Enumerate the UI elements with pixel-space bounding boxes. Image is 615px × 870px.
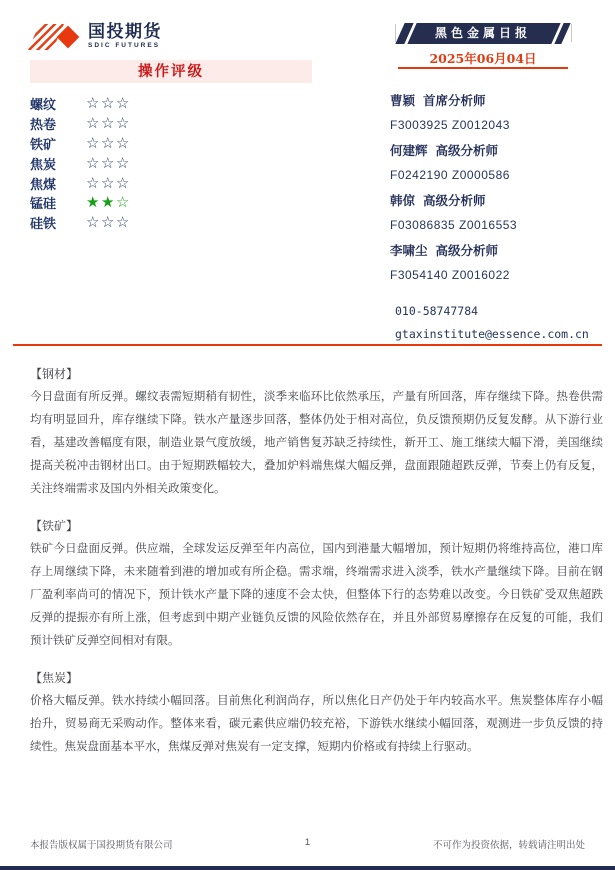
rating-label: 硅铁 [30,217,57,233]
rating-label: 焦煤 [30,177,57,193]
company-name-en: SDIC FUTURES [88,42,161,50]
rating-row [30,153,312,173]
analyst-ids: F3003925 Z0012043 [390,118,510,132]
disclaimer-text: 不可作为投资依据，转载请注明出处 [432,840,585,851]
section-coke [30,667,603,759]
page-footer [30,837,585,851]
contact-block [395,300,589,346]
section-body: 铁矿今日盘面反弹。供应端，全球发运反弹至年内高位，国内到港量大幅增加，预计短期仍将维持高位，港口库存上周继续下降，未来随着到港的增加或有所企稳。需求端，终端需求进入淡季，铁水产量继续下降。目前在钢厂盈利率尚可的情况下，预计铁水产量下降的速度不会太快，但整体下行的态势难以改变。今日铁矿受双焦超跌反弹的提振亦有所上涨，但考虑到中期产业链负反馈的风险依然存在，并且外部贸易摩擦存在反复的可能，我们预计铁矿反弹空间相对有限。 [30,543,603,647]
red-divider [13,344,602,346]
analyst-name [390,188,605,213]
rating-stars: ☆☆☆ [86,134,131,152]
rating-label: 铁矿 [30,137,57,153]
rating-label: 焦炭 [30,157,57,173]
analyst-name [390,88,605,113]
date-underline [398,67,568,69]
logo-text [88,24,162,50]
rating-row [30,173,312,193]
rating-row [30,134,312,154]
analyst-title-text: 高级分析师 [423,193,486,208]
section-heading: 【钢材】 [30,367,79,381]
rating-stars: ☆☆☆ [86,154,131,172]
logo-mark-icon [28,22,80,52]
page-number: 1 [304,837,311,848]
company-logo [28,22,162,52]
section-heading: 【铁矿】 [30,519,79,533]
rating-stars: ★★☆ [86,194,131,212]
rating-row [30,94,312,114]
analyst-title-text: 首席分析师 [423,93,486,108]
section-steel [30,363,603,501]
copyright-text: 本报告版权属于国投期货有限公司 [30,840,173,851]
rating-row [30,193,312,213]
analyst-name [390,238,605,263]
rating-label: 热卷 [30,118,57,134]
section-body: 价格大幅反弹。铁水持续小幅回落。目前焦化利润尚存，所以焦化日产仍处于年内较高水平。焦炭整体库存小幅抬升，贸易商无采购动作。整体来看，碳元素供应端仍较充裕，下游铁水继续小幅回落，观测进一步负反馈的持续性。焦炭盘面基本平水，焦煤反弹对焦炭有一定支撑，短期内价格或有持续上行驱动。 [30,695,603,753]
section-body: 今日盘面有所反弹。螺纹表需短期稍有韧性，淡季来临环比依然承压，产量有所回落，库存继续下降。热卷供需均有明显回升，库存继续下降。铁水产量逐步回落，整体仍处于相对高位，负反馈预期仍反复发酵。从下游行业看，基建改善幅度有限，制造业景气度放缓，地产销售复苏缺乏持续性，新开工、施工继续大幅下滑，美国继续提高关税冲击钢材出口。由于短期跌幅较大，叠加炉料端焦煤大幅反弹，盘面跟随超跌反弹，节奏上仍有反复，关注终端需求及国内外相关政策变化。 [30,391,603,495]
report-title: 黑色金属日报 [434,26,531,40]
ratings-table [30,94,312,233]
report-date: 2025年06月04日 [429,51,537,66]
contact-phone: 010-58747784 [395,304,479,318]
section-heading: 【焦炭】 [30,671,79,685]
analyst-list [390,88,605,288]
rating-row [30,213,312,233]
rating-stars: ☆☆☆ [86,115,131,133]
banner-tick-right [571,24,572,42]
analyst-ids: F03086835 Z0016553 [390,218,518,232]
analyst-title-text: 高级分析师 [435,243,499,258]
analyst-name-text: 韩倞 [390,193,416,208]
rating-label: 螺纹 [30,98,57,114]
section-iron-ore [30,515,603,653]
bottom-edge-bar [0,866,615,870]
rating-row [30,114,312,134]
analyst-title-text: 高级分析师 [435,143,499,158]
report-body [30,363,603,773]
analyst-ids: F3054140 Z0016022 [390,268,510,282]
analyst-name-text: 李啸尘 [390,243,428,258]
contact-email[interactable]: gtaxinstitute@essence.com.cn [395,327,589,341]
ratings-title: 操作评级 [30,60,312,83]
company-name: 国投期货 [88,22,162,43]
banner-tick-left [395,24,396,42]
analyst-name-text: 曹颖 [390,93,416,108]
analyst-ids: F0242190 Z0000586 [390,168,510,182]
rating-stars: ☆☆☆ [86,214,131,232]
rating-stars: ☆☆☆ [86,174,131,192]
rating-label: 锰硅 [30,197,57,213]
analyst-name-text: 何建辉 [390,143,428,158]
rating-stars: ☆☆☆ [86,95,131,113]
analyst-name [390,138,605,163]
